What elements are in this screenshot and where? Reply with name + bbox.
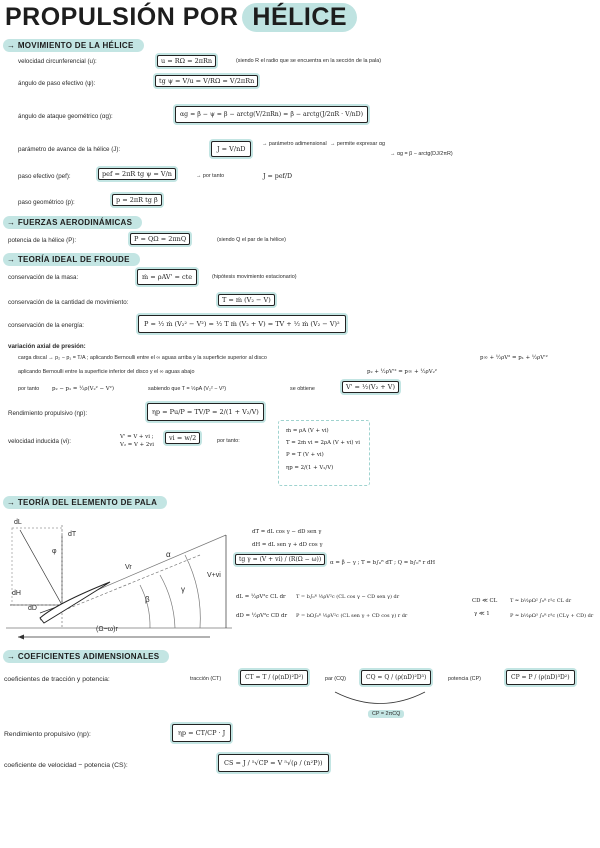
label-parametro-avance: parámetro de avance de la hélice (J): xyxy=(18,146,121,153)
formula-cd-ll-cl: CD ≪ CL xyxy=(472,598,498,604)
formula-dL: dL = ½ρV²c CL dr xyxy=(236,594,286,600)
formula-tg-gamma: tg γ = (V + vi) / (R(Ω − ω)) xyxy=(235,554,325,565)
label-conservacion-cantidad-movimiento: conservación de la cantidad de movimiento: xyxy=(8,299,129,306)
link-curve xyxy=(335,692,425,704)
note-por-tanto-2: por tanto: xyxy=(217,438,240,444)
label-rendimiento-propulsivo-2: Rendimiento propulsivo (ηp): xyxy=(4,731,91,738)
label-beta: β xyxy=(145,595,150,604)
formula-tg-psi: tg ψ = V/u = V/RΩ = V/2πRn xyxy=(155,75,258,87)
system-velocidades: V' = V + vi ; V₂ = V + 2vi xyxy=(120,434,155,448)
text-carga-discal: carga discal → p₂ − p₁ = T/A ; aplicando Bernoulli entre el ∞ aguas arriba y la superficie superior al disco xyxy=(18,355,267,361)
label-variacion-presion: variación axial de presión: xyxy=(8,343,86,350)
note-J-adimensional: → parámetro adimensional xyxy=(262,141,327,147)
label-coeficiente-velocidad-potencia: coeficiente de velocidad − potencia (CS): xyxy=(4,762,128,769)
label-v-plus-vi: V+vi xyxy=(207,572,221,579)
label-coeficientes-traccion-potencia: coeficientes de tracción y potencia: xyxy=(4,676,110,683)
note-par: (siendo Q el par de la hélice) xyxy=(217,237,286,243)
formula-masa: ṁ = ρAV' = cte xyxy=(137,269,197,285)
label-potencia: potencia (CP) xyxy=(448,676,481,682)
note-J-permite: → permite expresar αg xyxy=(330,141,385,147)
formula-CT: CT = T / (ρ(nD)²D²) xyxy=(240,670,308,685)
formula-dT: dT = dL cos γ − dD sen γ xyxy=(252,529,322,535)
label-paso-efectivo: paso efectivo (pef): xyxy=(18,173,71,180)
formula-P-vi: P = T (V + vi) xyxy=(286,452,324,458)
label-velocidad-inducida: velocidad inducida (vi): xyxy=(8,438,71,445)
formula-V-prima: V' = ½(V₂ + V) xyxy=(342,381,399,393)
text-bernoulli-inferior: aplicando Bernoulli entre la superficie inferior del disco y el ∞ aguas abajo xyxy=(18,369,195,375)
label-phi: φ xyxy=(52,548,57,555)
formula-CP-CQ: CP = 2πCQ xyxy=(368,710,404,718)
label-potencia-helice: potencia de la hélice (P): xyxy=(8,237,77,244)
label-dL: dL xyxy=(14,519,22,526)
label-conservacion-masa: conservación de la masa: xyxy=(8,274,79,281)
note-estacionario: (hipótesis movimiento estacionario) xyxy=(212,274,297,280)
formula-pef: pef = 2πR tg ψ = V/n xyxy=(98,168,176,180)
formula-alpha-g: αg = β − ψ = β − arctg(V/2πRn) = β − arctg(J/2πR · V/nD) xyxy=(175,106,368,123)
text-se-obtiene: se obtiene xyxy=(290,386,315,392)
formula-bernoulli-1: p∞ + ½ρV² = p₁ + ½ρV'² xyxy=(480,355,548,361)
formula-eta-vi: ηp = 2/(1 + V₂/V) xyxy=(286,465,334,471)
formula-P-helice: P = QΩ = 2πnQ xyxy=(130,233,190,245)
label-dH: dH xyxy=(12,590,21,597)
formula-T-vi: T = 2ṁ vi = 2ρA (V + vi) vi xyxy=(286,440,361,446)
formula-gamma-ll-1: γ ≪ 1 xyxy=(474,611,490,617)
section-movimiento-helice: → MOVIMIENTO DE LA HÉLICE xyxy=(3,39,144,52)
formula-CP: CP = P / (ρ(nD)³D²) xyxy=(506,670,575,685)
formula-T-approx: T ≃ b½ρΩ² ∫₀ᴿ r²c CL dr xyxy=(510,598,572,604)
formula-J-pef: J = pef/D xyxy=(263,173,293,180)
title-highlight: HÉLICE xyxy=(242,3,357,32)
label-dT: dT xyxy=(68,531,77,538)
section-teoria-froude: → TEORÍA IDEAL DE FROUDE xyxy=(3,253,140,266)
label-traccion: tracción (CT) xyxy=(190,676,222,682)
formula-P-approx: P ≃ b½ρΩ³ ∫₀ᴿ r³c (CLγ + CD) dr xyxy=(510,613,594,619)
label-angulo-ataque-geometrico: ángulo de ataque geométrico (αg): xyxy=(18,113,113,120)
formula-J: J = V/nD xyxy=(211,141,251,157)
formula-CQ: CQ = Q / (ρ(nD)²D³) xyxy=(361,670,431,685)
formula-dp: p₂ − p₁ = ½ρ(V₂² − V²) xyxy=(52,386,114,392)
formula-P-energia: P = ½ ṁ (V₂² − V²) = ½ T ṁ (V₂ + V) = TV + ½ ṁ (V₂ − V)² xyxy=(138,315,346,333)
formula-eta-CT-CP: ηp = CT/CP · J xyxy=(172,724,231,742)
formula-bernoulli-2: p₂ + ½ρV'² = p∞ + ½ρV₂² xyxy=(367,369,437,375)
formula-mdot-vi: ṁ = ρA (V + vi) xyxy=(286,428,329,434)
text-sabiendo: sabiendo que T = ½ρA (V₂² − V²) xyxy=(148,386,227,392)
formula-T-int: T = b∫₀ᴿ ½ρV²c (CL cos γ − CD sen γ) dr xyxy=(296,594,400,600)
note-u: (siendo R el radio que se encuentra en la sección de la pala) xyxy=(236,58,382,64)
label-vr: Vr xyxy=(125,564,132,571)
formula-vi: vi = w/2 xyxy=(165,432,200,444)
label-gamma: γ xyxy=(181,585,185,594)
label-velocidad-circunferencial: velocidad circunferencial (u): xyxy=(18,58,97,65)
title-main: PROPULSIÓN POR xyxy=(5,3,239,31)
label-dD: dD xyxy=(28,605,37,612)
text-por-tanto: por tanto xyxy=(18,386,40,392)
formula-p: p = 2πR tg β xyxy=(112,194,162,206)
section-fuerzas-aerodinamicas: → FUERZAS AERODINÁMICAS xyxy=(3,216,142,229)
section-elemento-pala: → TEORÍA DEL ELEMENTO DE PALA xyxy=(3,496,167,509)
formula-eta-p: ηp = Pu/P = TV/P = 2/(1 + V₂/V) xyxy=(147,403,264,421)
label-paso-geometrico: paso geométrico (p): xyxy=(18,199,75,206)
note-J-alpha-g: → αg = β − arctg(DJ/2πR) xyxy=(390,151,453,157)
formula-T: T = ṁ (V₂ − V) xyxy=(218,294,275,306)
label-alpha: α xyxy=(166,550,171,559)
label-rendimiento-propulsivo: Rendimiento propulsivo (ηp): xyxy=(8,410,88,417)
label-par: par (CQ) xyxy=(325,676,346,682)
formula-P-int: P = bΩ∫₀ᴿ ½ρV²c (CL sen γ + CD cos γ) r dr xyxy=(296,613,408,619)
formula-dD: dD = ½ρV²c CD dr xyxy=(236,613,288,619)
label-angulo-paso-efectivo: ángulo de paso efectivo (ψ): xyxy=(18,80,96,87)
note-por-tanto: → por tanto xyxy=(196,173,225,179)
formula-alpha-T-Q: α = β − γ ; T = b∫₀ᴿ dT ; Q = b∫₀ᴿ r dH xyxy=(330,560,436,566)
formula-u: u = RΩ = 2πRn xyxy=(157,55,216,67)
formula-dH: dH = dL sen γ + dD cos γ xyxy=(252,542,323,548)
section-coeficientes: → COEFICIENTES ADIMENSIONALES xyxy=(3,650,169,663)
label-conservacion-energia: conservación de la energía: xyxy=(8,322,85,329)
formula-CS: CS = J / ⁵√CP = V ⁵√(ρ / (n²P)) xyxy=(218,754,329,772)
label-omega-r: (Ω−ω)r xyxy=(96,626,118,633)
